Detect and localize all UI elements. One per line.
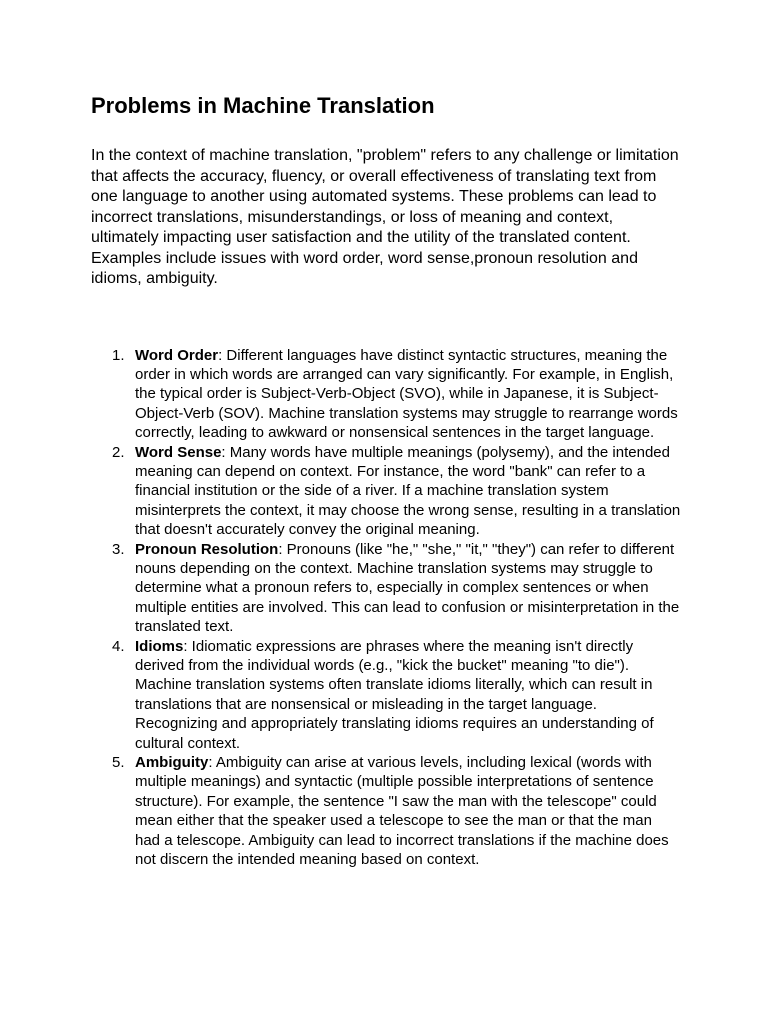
list-item-number: 2. bbox=[112, 443, 125, 461]
list-item-term: Idioms bbox=[135, 637, 184, 655]
list-item-number: 1. bbox=[112, 346, 125, 364]
list-item-text: : Ambiguity can arise at various levels, including lexical (words with multiple meanings) and syntactic (multiple possible interpretations of sentence structure). For example, the sentence "I saw the man with the telescope" could mean either that the speaker used a telescope to see the man or that the man had a telescope. Ambiguity can lead to incorrect translations if the machine does not discern the intended meaning based on context. bbox=[135, 754, 669, 869]
list-item-word-order bbox=[91, 346, 681, 443]
list-item-term: Pronoun Resolution bbox=[135, 540, 279, 558]
list-item-ambiguity bbox=[91, 753, 681, 869]
document-page bbox=[91, 92, 681, 869]
list-item-number: 4. bbox=[112, 637, 125, 655]
list-item-term: Word Sense bbox=[135, 443, 222, 461]
list-item-term: Ambiguity bbox=[135, 754, 209, 772]
list-item-number: 5. bbox=[112, 754, 125, 772]
document-title: Problems in Machine Translation bbox=[91, 93, 435, 118]
intro-paragraph: In the context of machine translation, "problem" refers to any challenge or limitation that affects the accuracy, fluency, or overall effectiveness of translating text from one language to another using automated systems. These problems can lead to incorrect translations, misunderstandings, or loss of meaning and context, ultimately impacting user satisfaction and the utility of the translated content. Examples include issues with word order, word sense,pronoun resolution and idioms, ambiguity. bbox=[91, 147, 679, 287]
list-item-pronoun-resolution bbox=[91, 540, 681, 637]
list-item-number: 3. bbox=[112, 540, 125, 558]
list-item-term: Word Order bbox=[135, 346, 219, 364]
list-item-idioms bbox=[91, 637, 681, 753]
list-item-text: : Pronouns (like "he," "she," "it," "they") can refer to different nouns depending on the context. Machine translation systems may struggle to determine what a pronoun refers to, especially in complex sentences or when multiple entities are involved. This can lead to confusion or misinterpretation in the translated text. bbox=[135, 540, 680, 636]
list-item-text: : Many words have multiple meanings (polysemy), and the intended meaning can depend on context. For instance, the word "bank" can refer to a financial institution or the side of a river. If a machine translation system misinterprets the context, it may choose the wrong sense, resulting in a translation that doesn't accurately convey the original meaning. bbox=[135, 443, 681, 539]
problems-list bbox=[91, 346, 681, 870]
list-item-word-sense bbox=[91, 443, 681, 540]
list-item-text: : Idiomatic expressions are phrases where the meaning isn't directly derived from the individual words (e.g., "kick the bucket" meaning "to die"). Machine translation systems often translate idioms literally, which can result in translations that are nonsensical or misleading in the target language. Recognizing and appropriately translating idioms requires an understanding of cultural context. bbox=[135, 637, 654, 752]
list-item-text: : Different languages have distinct syntactic structures, meaning the order in which words are arranged can vary significantly. For example, in English, the typical order is Subject-Verb-Object (SVO), while in Japanese, it is Subject-Object-Verb (SOV). Machine translation systems may struggle to rearrange words correctly, leading to awkward or nonsensical sentences in the target language. bbox=[135, 346, 678, 442]
